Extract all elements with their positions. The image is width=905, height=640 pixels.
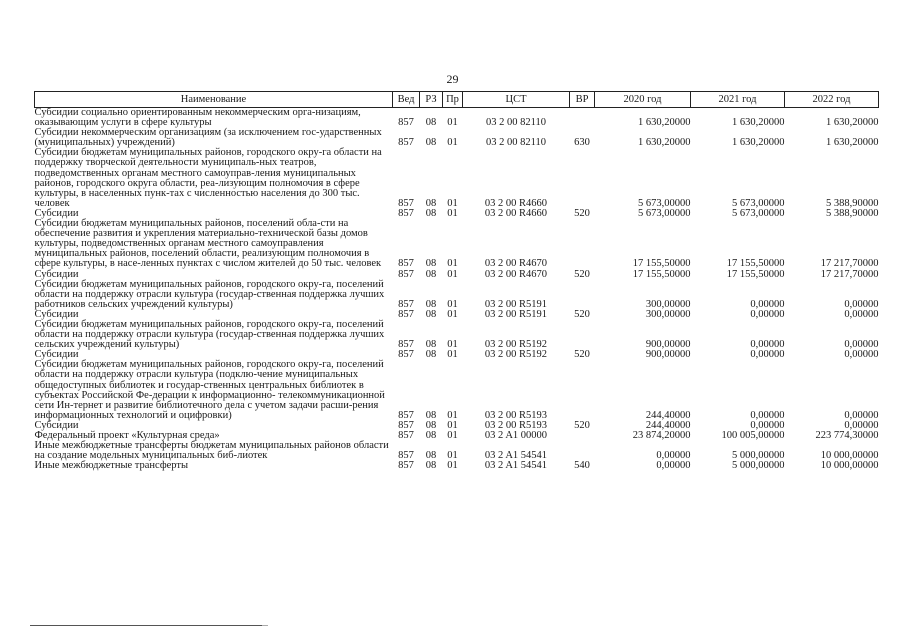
cell-2020: 0,00000	[656, 450, 691, 462]
cell-vr	[570, 431, 595, 441]
cell-rz: 08	[425, 450, 437, 462]
cell-ved: 857	[398, 308, 414, 320]
cell-2022: 1 630,20000	[826, 117, 879, 129]
cell-name: Субсидии	[34, 207, 79, 219]
cell-name: Субсидии	[34, 268, 79, 280]
cell-2021: 17 155,50000	[726, 268, 785, 280]
cell-ved: 857	[398, 137, 414, 149]
cell-rz: 08	[425, 117, 437, 129]
cell-vr: 540	[574, 460, 590, 472]
cell-ved: 857	[398, 419, 414, 431]
cell-name: Субсидии бюджетам муниципальных районов, городского окру-га области на поддержку творческой деятельности муниципаль-ных театров, подведомственных органам местного самоуправ-ления муниципальных районов, городского округа области, реа-лизующим полномочия в сфере культуры, в населенных пунк-тах с численностью населения до 300 тыс. человек	[34, 147, 382, 209]
header-cst: ЦСТ	[463, 92, 570, 108]
cell-vr	[570, 108, 595, 129]
cell-vr	[570, 320, 595, 350]
header-2021: 2021 год	[691, 92, 785, 108]
cell-2020: 17 155,50000	[632, 258, 691, 270]
header-vr: ВР	[570, 92, 595, 108]
cell-2022: 0,00000	[844, 308, 879, 320]
cell-ved: 857	[398, 450, 414, 462]
cell-2021: 5 673,00000	[732, 207, 785, 219]
cell-name: Субсидии социально ориентированным некоммерческим орга-низациям, оказывающим услуги в сфере культуры	[34, 107, 361, 129]
cell-name: Субсидии некоммерческим организациям (за исключением гос-ударственных (муниципальных) учреждений)	[34, 127, 382, 149]
cell-vr: 630	[574, 137, 590, 149]
cell-ved: 857	[398, 460, 414, 472]
cell-cst: 03 2 00 R4670	[484, 258, 548, 270]
cell-2021: 0,00000	[750, 339, 785, 351]
cell-rz: 08	[425, 298, 437, 310]
cell-2022: 0,00000	[844, 349, 879, 361]
cell-2022: 1 630,20000	[826, 137, 879, 149]
cell-2022: 17 217,70000	[820, 268, 879, 280]
cell-rz: 08	[425, 349, 437, 361]
cell-ved: 857	[398, 298, 414, 310]
cell-ved: 857	[398, 197, 414, 209]
cell-cst: 03 2 A1 54541	[484, 460, 548, 472]
cell-cst: 03 2 00 82110	[486, 117, 546, 129]
footer-rule	[30, 625, 262, 626]
cell-2021: 0,00000	[750, 349, 785, 361]
cell-2022: 223 774,30000	[815, 430, 879, 441]
cell-cst: 03 2 00 R4660	[484, 197, 548, 209]
cell-pr: 01	[447, 207, 458, 219]
cell-2020: 5 673,00000	[638, 197, 691, 209]
cell-pr: 01	[447, 197, 458, 209]
cell-2021: 0,00000	[750, 298, 785, 310]
table-row	[35, 441, 879, 461]
cell-2022: 10 000,00000	[820, 460, 879, 472]
cell-2020: 17 155,50000	[632, 268, 691, 280]
table-row	[35, 360, 879, 421]
cell-2021: 0,00000	[750, 419, 785, 431]
cell-vr	[570, 441, 595, 461]
cell-pr: 01	[447, 258, 458, 270]
cell-2021: 5 673,00000	[732, 197, 785, 209]
table-row	[35, 128, 879, 148]
cell-2021: 17 155,50000	[726, 258, 785, 270]
cell-2020: 0,00000	[656, 460, 691, 472]
cell-2020: 300,00000	[645, 308, 691, 320]
header-pr: Пр	[443, 92, 463, 108]
cell-2022: 0,00000	[844, 409, 879, 421]
cell-2022: 5 388,90000	[826, 207, 879, 219]
cell-name: Субсидии бюджетам муниципальных районов, поселений обла-сти на обеспечение развития и укрепления материально-технической базы домов культуры, подведомственных органам местного самоуправления муниципальных районов, поселений области, реализующим полномочия в сфере культуры, в насе-ленных пунктах с числом жителей до 50 тыс. человек	[34, 218, 382, 270]
cell-2022: 0,00000	[844, 419, 879, 431]
cell-pr: 01	[447, 308, 458, 320]
cell-cst: 03 2 00 82110	[486, 137, 546, 149]
cell-name: Субсидии бюджетам муниципальных районов, городского окру-га, поселений области на поддержку отрасли культура (государ-ственная поддержка лучших работников сельских учреждений культуры)	[34, 278, 385, 310]
cell-2021: 100 005,00000	[721, 430, 785, 441]
cell-pr: 01	[447, 349, 458, 361]
cell-2021: 5 000,00000	[732, 460, 785, 472]
cell-2021: 5 000,00000	[732, 450, 785, 462]
cell-rz: 08	[425, 339, 437, 351]
cell-2021: 1 630,20000	[732, 117, 785, 129]
cell-cst: 03 2 00 R5192	[484, 349, 548, 361]
cell-ved: 857	[398, 339, 414, 351]
table-header-row	[35, 92, 879, 108]
cell-vr	[570, 360, 595, 421]
cell-rz: 08	[425, 460, 437, 472]
header-2022: 2022 год	[785, 92, 879, 108]
cell-name: Субсидии	[34, 349, 79, 361]
cell-rz: 08	[425, 137, 437, 149]
cell-2020: 5 673,00000	[638, 207, 691, 219]
cell-2022: 0,00000	[844, 339, 879, 351]
cell-ved: 857	[398, 258, 414, 270]
cell-2022: 17 217,70000	[820, 258, 879, 270]
cell-cst: 03 2 A1 54541	[484, 450, 548, 462]
cell-cst: 03 2 00 R5191	[484, 298, 548, 310]
footer-rule-mark	[262, 625, 268, 626]
cell-vr: 520	[574, 268, 590, 280]
cell-name: Субсидии бюджетам муниципальных районов, городского окру-га, поселений области на поддержку отрасли культура (государ-ственная поддержка лучших сельских учреждений культуры)	[34, 318, 385, 351]
cell-name: Федеральный проект «Культурная среда»	[34, 430, 220, 441]
cell-pr: 01	[447, 430, 458, 441]
cell-rz: 08	[425, 430, 437, 441]
cell-ved: 857	[398, 268, 414, 280]
page-number: 29	[446, 72, 459, 86]
cell-pr: 01	[447, 419, 458, 431]
cell-2020: 300,00000	[645, 298, 691, 310]
cell-cst: 03 2 00 R5191	[484, 308, 548, 320]
cell-cst: 03 2 00 R5193	[484, 419, 548, 431]
budget-table	[34, 91, 879, 471]
cell-cst: 03 2 00 R4670	[484, 268, 548, 280]
table-row	[35, 320, 879, 350]
cell-rz: 08	[425, 207, 437, 219]
cell-2020: 23 874,20000	[632, 430, 691, 441]
cell-2020: 1 630,20000	[638, 117, 691, 129]
table-row	[35, 280, 879, 310]
header-ved: Вед	[393, 92, 420, 108]
table-row	[35, 461, 879, 471]
cell-pr: 01	[447, 137, 458, 149]
cell-2021: 0,00000	[750, 308, 785, 320]
cell-ved: 857	[398, 117, 414, 129]
cell-pr: 01	[447, 460, 458, 472]
cell-vr: 520	[574, 207, 590, 219]
table-row	[35, 108, 879, 129]
cell-ved: 857	[398, 409, 414, 421]
cell-rz: 08	[425, 197, 437, 209]
cell-pr: 01	[447, 117, 458, 129]
cell-2020: 900,00000	[645, 339, 691, 351]
cell-vr: 520	[574, 419, 590, 431]
cell-2020: 1 630,20000	[638, 137, 691, 149]
cell-rz: 08	[425, 258, 437, 270]
cell-rz: 08	[425, 268, 437, 280]
header-rz: РЗ	[420, 92, 443, 108]
cell-ved: 857	[398, 349, 414, 361]
cell-ved: 857	[398, 430, 414, 441]
cell-2021: 0,00000	[750, 409, 785, 421]
cell-vr	[570, 148, 595, 209]
cell-ved: 857	[398, 207, 414, 219]
cell-vr: 520	[574, 308, 590, 320]
cell-pr: 01	[447, 450, 458, 462]
cell-pr: 01	[447, 409, 458, 421]
table-row	[35, 148, 879, 209]
cell-pr: 01	[447, 268, 458, 280]
cell-vr: 520	[574, 349, 590, 361]
cell-cst: 03 2 00 R5192	[484, 339, 548, 351]
cell-name: Субсидии бюджетам муниципальных районов, городского окру-га, поселений области на поддержку отрасли культура (подклю-чение муниципальных общедоступных библиотек и государ-ственных центральных библиотек в субъектах Российской Фе-дерации к информационно- телекоммуникационной сети Ин-тернет и развитие библиотечного дела с учетом задачи расши-рения информационных технологий и оцифровки)	[34, 359, 385, 421]
cell-cst: 03 2 00 R5193	[484, 409, 548, 421]
cell-cst: 03 2 A1 00000	[484, 430, 548, 441]
cell-rz: 08	[425, 419, 437, 431]
cell-name: Иные межбюджетные трансферты бюджетам муниципальных районов области на создание модельных муниципальных биб-лиотек	[34, 440, 389, 462]
cell-2020: 244,40000	[645, 419, 691, 431]
cell-name: Субсидии	[34, 419, 79, 431]
table-row	[35, 219, 879, 269]
cell-2020: 900,00000	[645, 349, 691, 361]
cell-vr	[570, 219, 595, 269]
cell-name: Субсидии	[34, 308, 79, 320]
header-name: Наименование	[35, 92, 393, 108]
cell-2022: 0,00000	[844, 298, 879, 310]
cell-pr: 01	[447, 339, 458, 351]
cell-vr	[570, 280, 595, 310]
header-2020: 2020 год	[595, 92, 691, 108]
cell-2022: 10 000,00000	[820, 450, 879, 462]
cell-2022: 5 388,90000	[826, 197, 879, 209]
cell-rz: 08	[425, 308, 437, 320]
cell-2020: 244,40000	[645, 409, 691, 421]
cell-cst: 03 2 00 R4660	[484, 207, 548, 219]
cell-2021: 1 630,20000	[732, 137, 785, 149]
cell-name: Иные межбюджетные трансферты	[34, 460, 189, 472]
cell-rz: 08	[425, 409, 437, 421]
cell-pr: 01	[447, 298, 458, 310]
